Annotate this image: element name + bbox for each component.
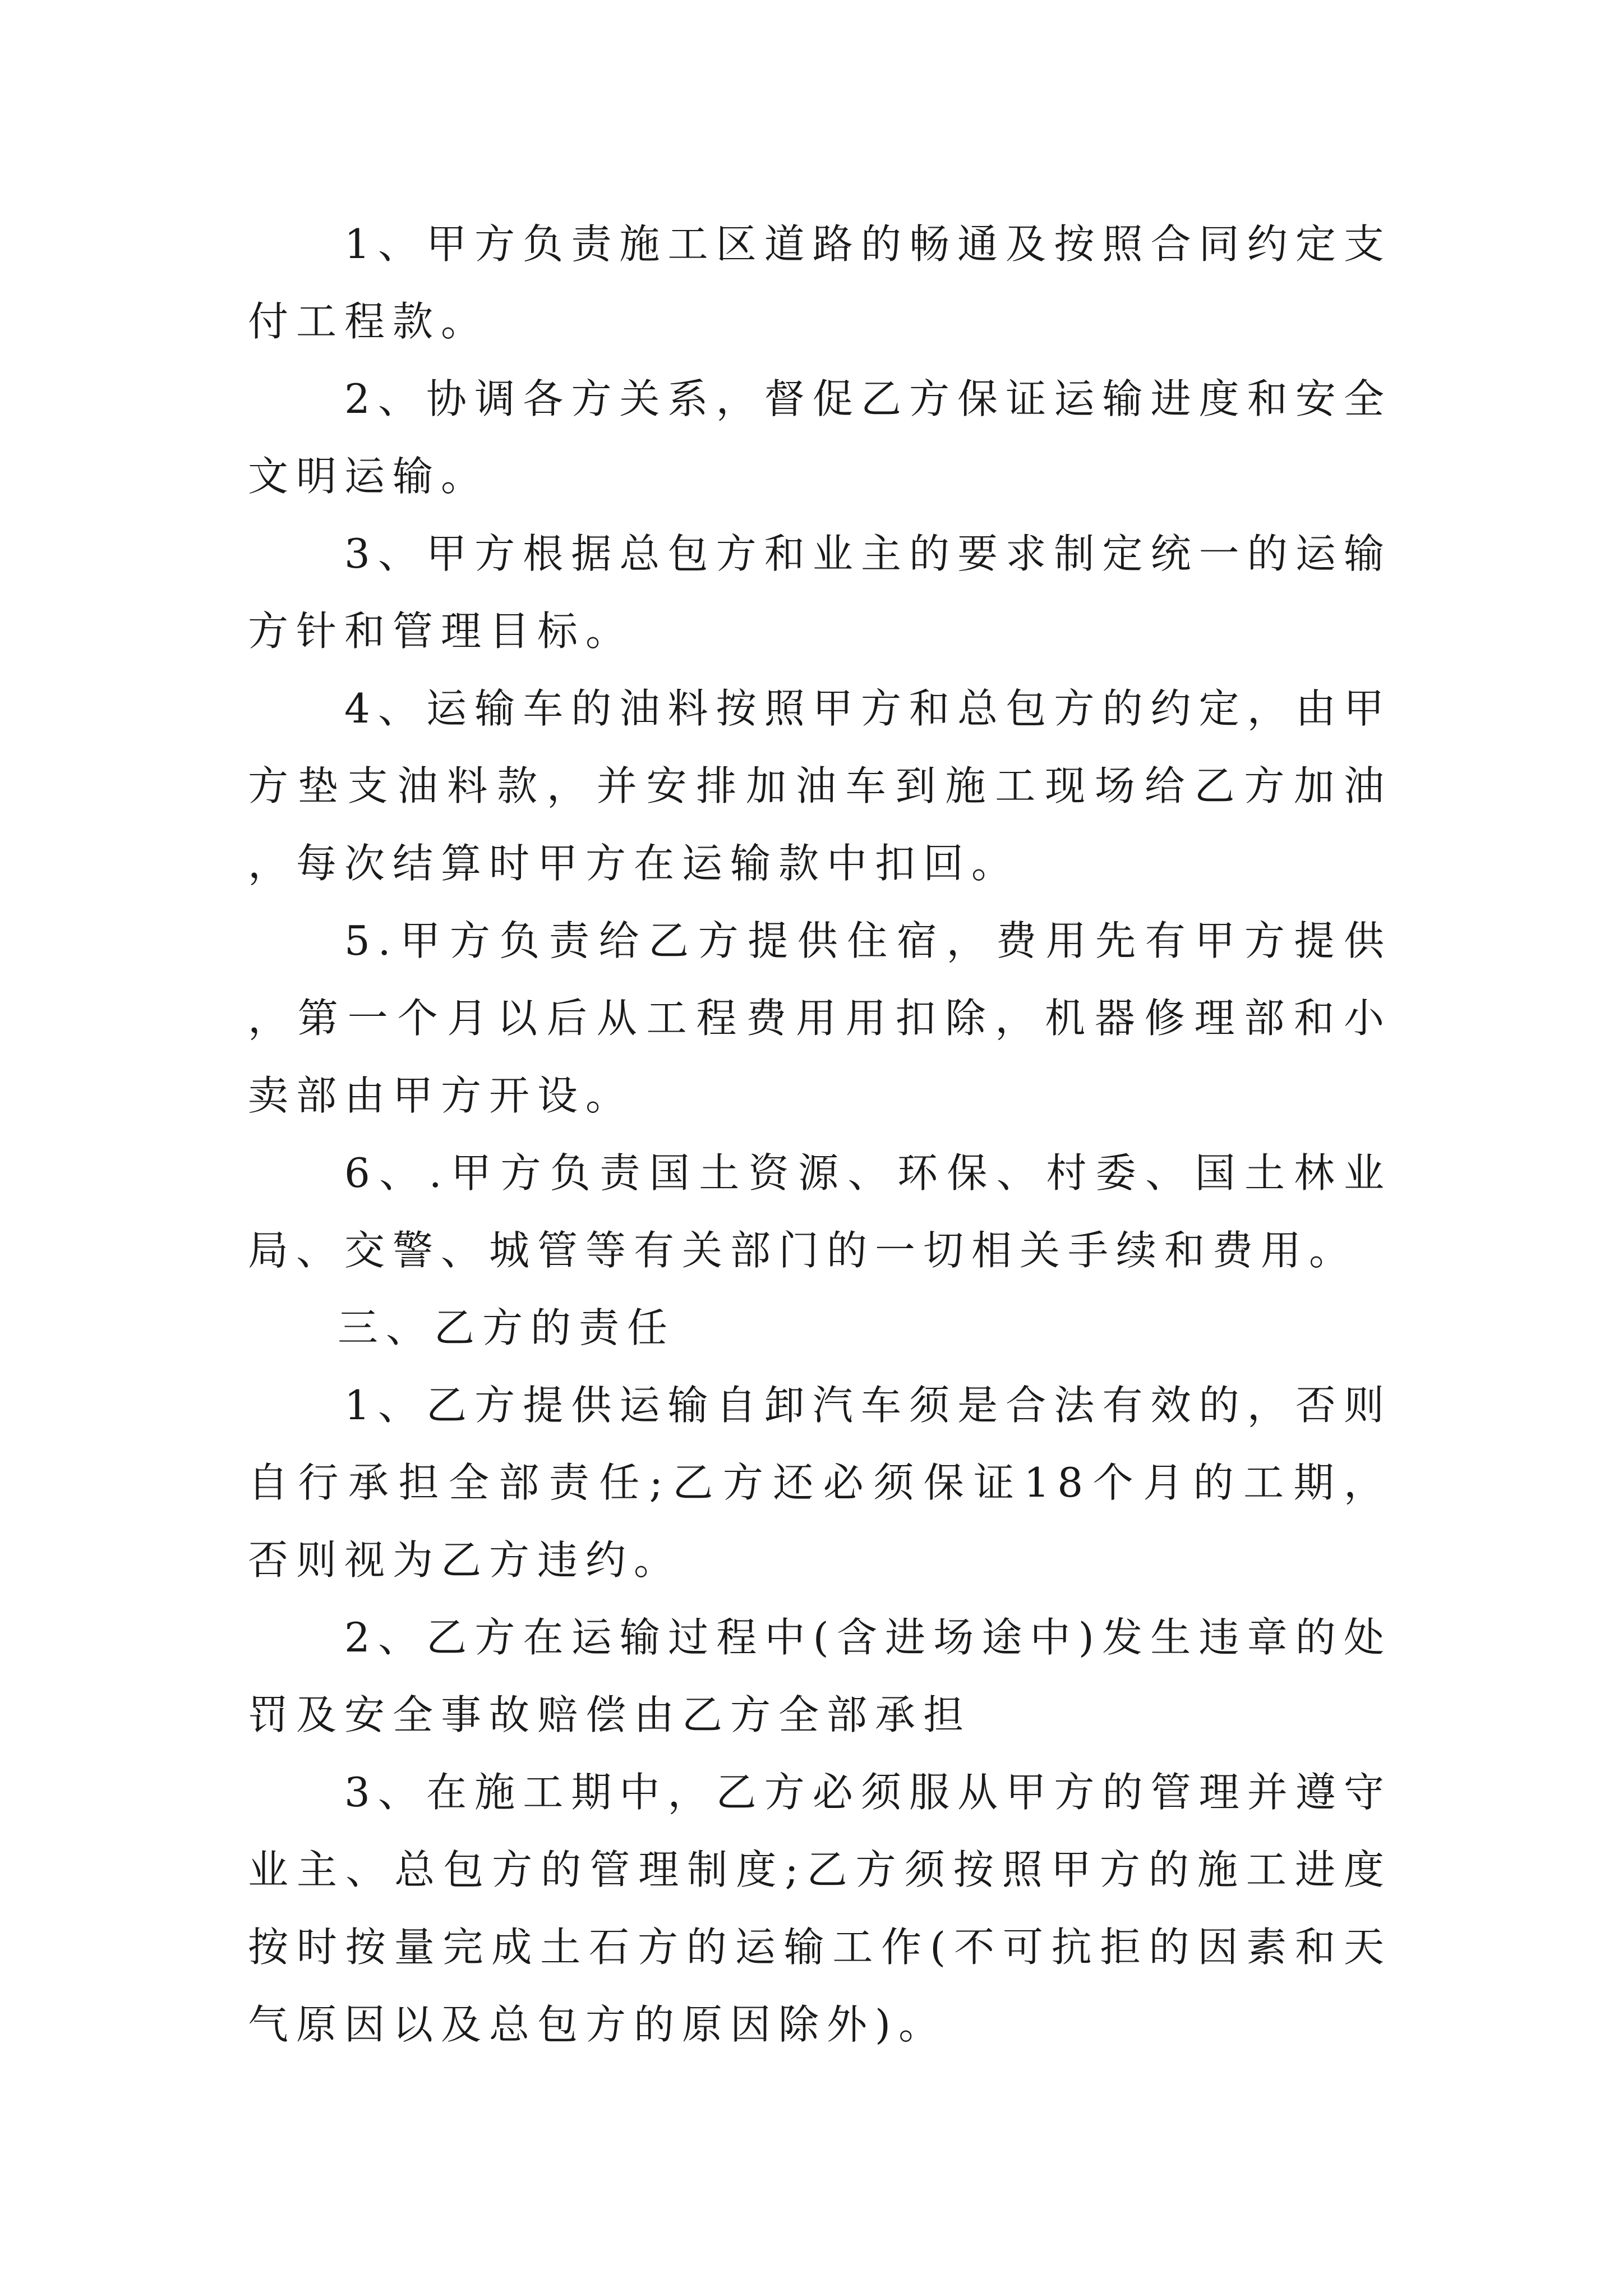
- paragraph-party-a-duty-5: 5.甲方负责给乙方提供住宿，费用先有甲方提供，第一个月以后从工程费用用扣除，机器修理部和小卖部由甲方开设。: [248, 917, 1392, 1119]
- document-body: [248, 205, 1392, 2063]
- paragraph-party-a-duty-6: 6、.甲方负责国土资源、环保、村委、国土林业局、交警、城管等有关部门的一切相关手续和费用。: [248, 1149, 1392, 1274]
- section-heading-party-b: 三、乙方的责任: [338, 1304, 676, 1351]
- paragraph-party-b-duty-3: 3、在施工期中，乙方必须服从甲方的管理并遵守业主、总包方的管理制度;乙方须按照甲方的施工进度按时按量完成土石方的运输工作(不可抗拒的因素和天气原因以及总包方的原因除外)。: [248, 1769, 1392, 2048]
- paragraph-party-a-duty-4: 4、运输车的油料按照甲方和总包方的约定，由甲方垫支油料款，并安排加油车到施工现场给乙方加油，每次结算时甲方在运输款中扣回。: [248, 685, 1392, 887]
- paragraph-party-a-duty-1: 1、甲方负责施工区道路的畅通及按照合同约定支付工程款。: [248, 220, 1392, 345]
- paragraph-party-a-duty-2: 2、协调各方关系，督促乙方保证运输进度和安全文明运输。: [248, 375, 1392, 500]
- paragraph-party-b-duty-1: 1、乙方提供运输自卸汽车须是合法有效的，否则自行承担全部责任;乙方还必须保证18个月的工期，否则视为乙方违约。: [248, 1382, 1392, 1584]
- paragraph-party-b-duty-2: 2、乙方在运输过程中(含进场途中)发生违章的处罚及安全事故赔偿由乙方全部承担: [248, 1614, 1392, 1738]
- paragraph-party-a-duty-3: 3、甲方根据总包方和业主的要求制定统一的运输方针和管理目标。: [248, 530, 1392, 655]
